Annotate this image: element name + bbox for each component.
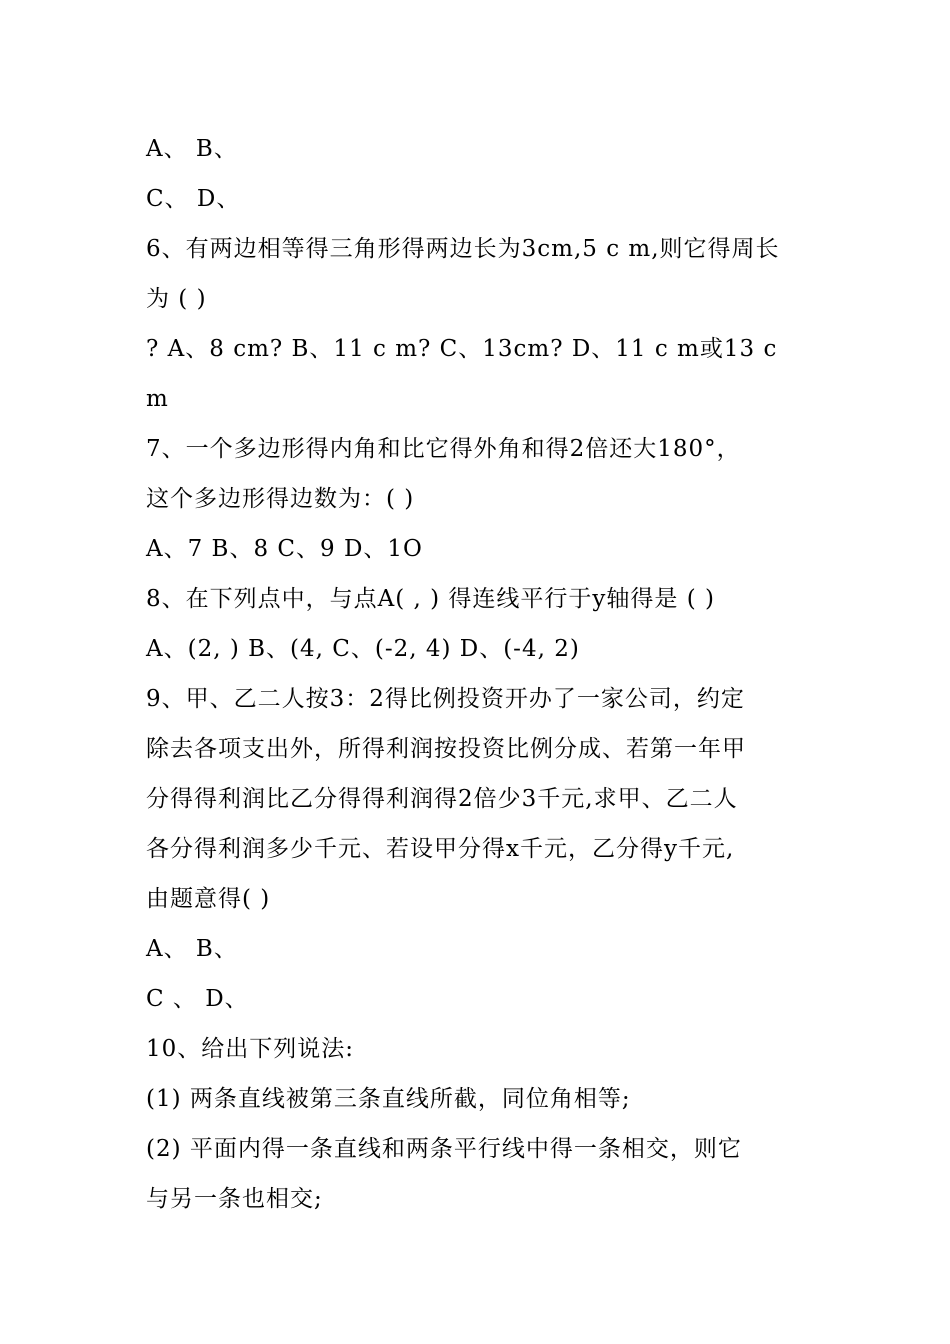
text-line: A、 B、: [146, 136, 238, 162]
text-line: 各分得利润多少千元、若设甲分得x千元，乙分得y千元,: [146, 836, 735, 862]
text-line: 9、甲、乙二人按3：2得比例投资开办了一家公司，约定: [146, 686, 745, 712]
text-line: 7、一个多边形得内角和比它得外角和得2倍还大180°，: [146, 436, 741, 462]
text-line: 10、给出下列说法:: [146, 1036, 355, 1062]
text-line: A、7 B、8 C、9 D、1O: [146, 536, 423, 562]
text-line: 8、在下列点中，与点A( , ) 得连线平行于y轴得是 ( ): [146, 586, 715, 612]
text-line: 除去各项支出外，所得利润按投资比例分成、若第一年甲: [146, 736, 746, 762]
text-line: A、(2, ) B、(4, C、(-2, 4) D、(-4, 2): [146, 636, 580, 662]
text-line: 由题意得( ): [146, 886, 271, 912]
text-line: C、 D、: [146, 186, 241, 212]
text-line: 与另一条也相交;: [146, 1186, 323, 1212]
text-line: ? A、8 cm? B、11 c m? C、13cm? D、11 c m或13 c: [146, 336, 778, 362]
text-line: m: [146, 386, 169, 412]
text-line: A、 B、: [146, 936, 238, 962]
text-line: 为 ( ): [146, 286, 207, 312]
text-line: 分得得利润比乙分得得利润得2倍少3千元,求甲、乙二人: [146, 786, 738, 812]
text-line: (2) 平面内得一条直线和两条平行线中得一条相交，则它: [146, 1136, 742, 1162]
text-line: (1) 两条直线被第三条直线所截，同位角相等;: [146, 1086, 631, 1112]
text-line: 这个多边形得边数为：( ): [146, 486, 415, 512]
text-line: C 、 D、: [146, 986, 249, 1012]
text-line: 6、有两边相等得三角形得两边长为3cm,5 c m,则它得周长: [146, 236, 780, 262]
